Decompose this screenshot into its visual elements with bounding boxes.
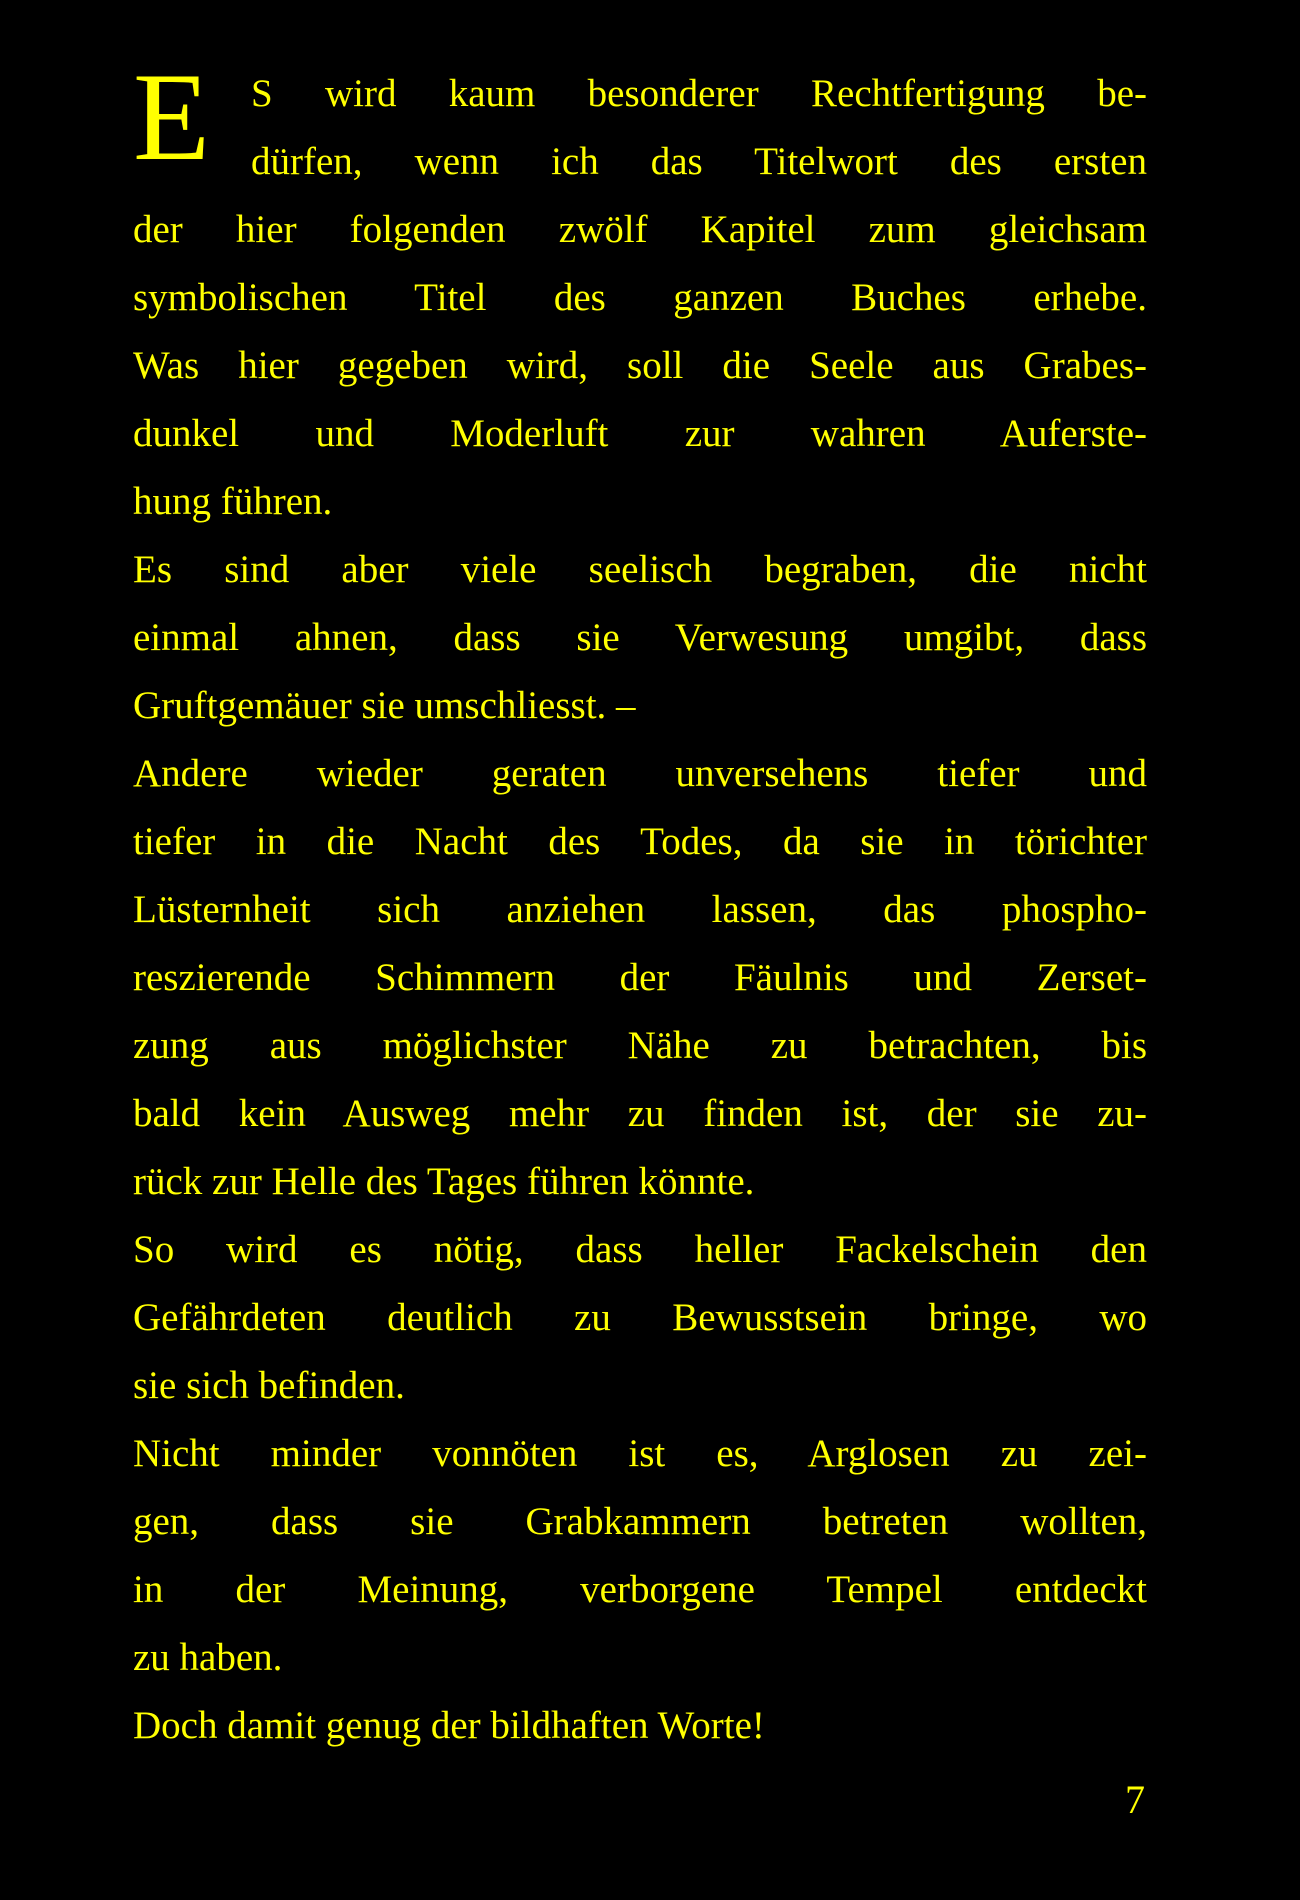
drop-cap-letter: E: [133, 48, 210, 187]
text-line-25: Doch damit genug der bildhaften Worte!: [133, 1704, 765, 1747]
text-line-8: Es sind aber viele seelisch begraben, die nicht: [133, 548, 1147, 591]
text-line-2: dürfen, wenn ich das Titelwort des ersten: [251, 140, 1147, 183]
text-line-24: zu haben.: [133, 1636, 283, 1679]
text-line-12: tiefer in die Nacht des Todes, da sie in törichter: [133, 820, 1147, 863]
text-line-22: gen, dass sie Grabkammern betreten wollten,: [133, 1500, 1147, 1543]
text-line-3: der hier folgenden zwölf Kapitel zum gleichsam: [133, 208, 1147, 251]
text-line-14: reszierende Schimmern der Fäulnis und Zerset-: [133, 956, 1147, 999]
text-line-1: S wird kaum besonderer Rechtfertigung be-: [251, 72, 1147, 115]
text-line-23: in der Meinung, verborgene Tempel entdeckt: [133, 1568, 1147, 1611]
text-line-9: einmal ahnen, dass sie Verwesung umgibt, dass: [133, 616, 1147, 659]
page-number: 7: [1125, 1777, 1145, 1822]
text-line-19: Gefährdeten deutlich zu Bewusstsein bringe, wo: [133, 1296, 1147, 1339]
text-line-18: So wird es nötig, dass heller Fackelschein den: [133, 1228, 1147, 1271]
text-line-20: sie sich befinden.: [133, 1364, 405, 1407]
text-line-15: zung aus möglichster Nähe zu betrachten, bis: [133, 1024, 1147, 1067]
text-line-11: Andere wieder geraten unversehens tiefer und: [133, 752, 1147, 795]
text-line-16: bald kein Ausweg mehr zu finden ist, der sie zu-: [133, 1092, 1147, 1135]
text-line-17: rück zur Helle des Tages führen könnte.: [133, 1160, 755, 1203]
text-line-10: Gruftgemäuer sie umschliesst. –: [133, 684, 636, 727]
text-line-21: Nicht minder vonnöten ist es, Arglosen zu zei-: [133, 1432, 1147, 1475]
text-line-6: dunkel und Moderluft zur wahren Auferste-: [133, 412, 1147, 455]
text-line-4: symbolischen Titel des ganzen Buches erhebe.: [133, 276, 1147, 319]
text-line-13: Lüsternheit sich anziehen lassen, das phospho-: [133, 888, 1147, 931]
text-line-5: Was hier gegeben wird, soll die Seele aus Grabes-: [133, 344, 1147, 387]
text-line-7: hung führen.: [133, 480, 333, 523]
